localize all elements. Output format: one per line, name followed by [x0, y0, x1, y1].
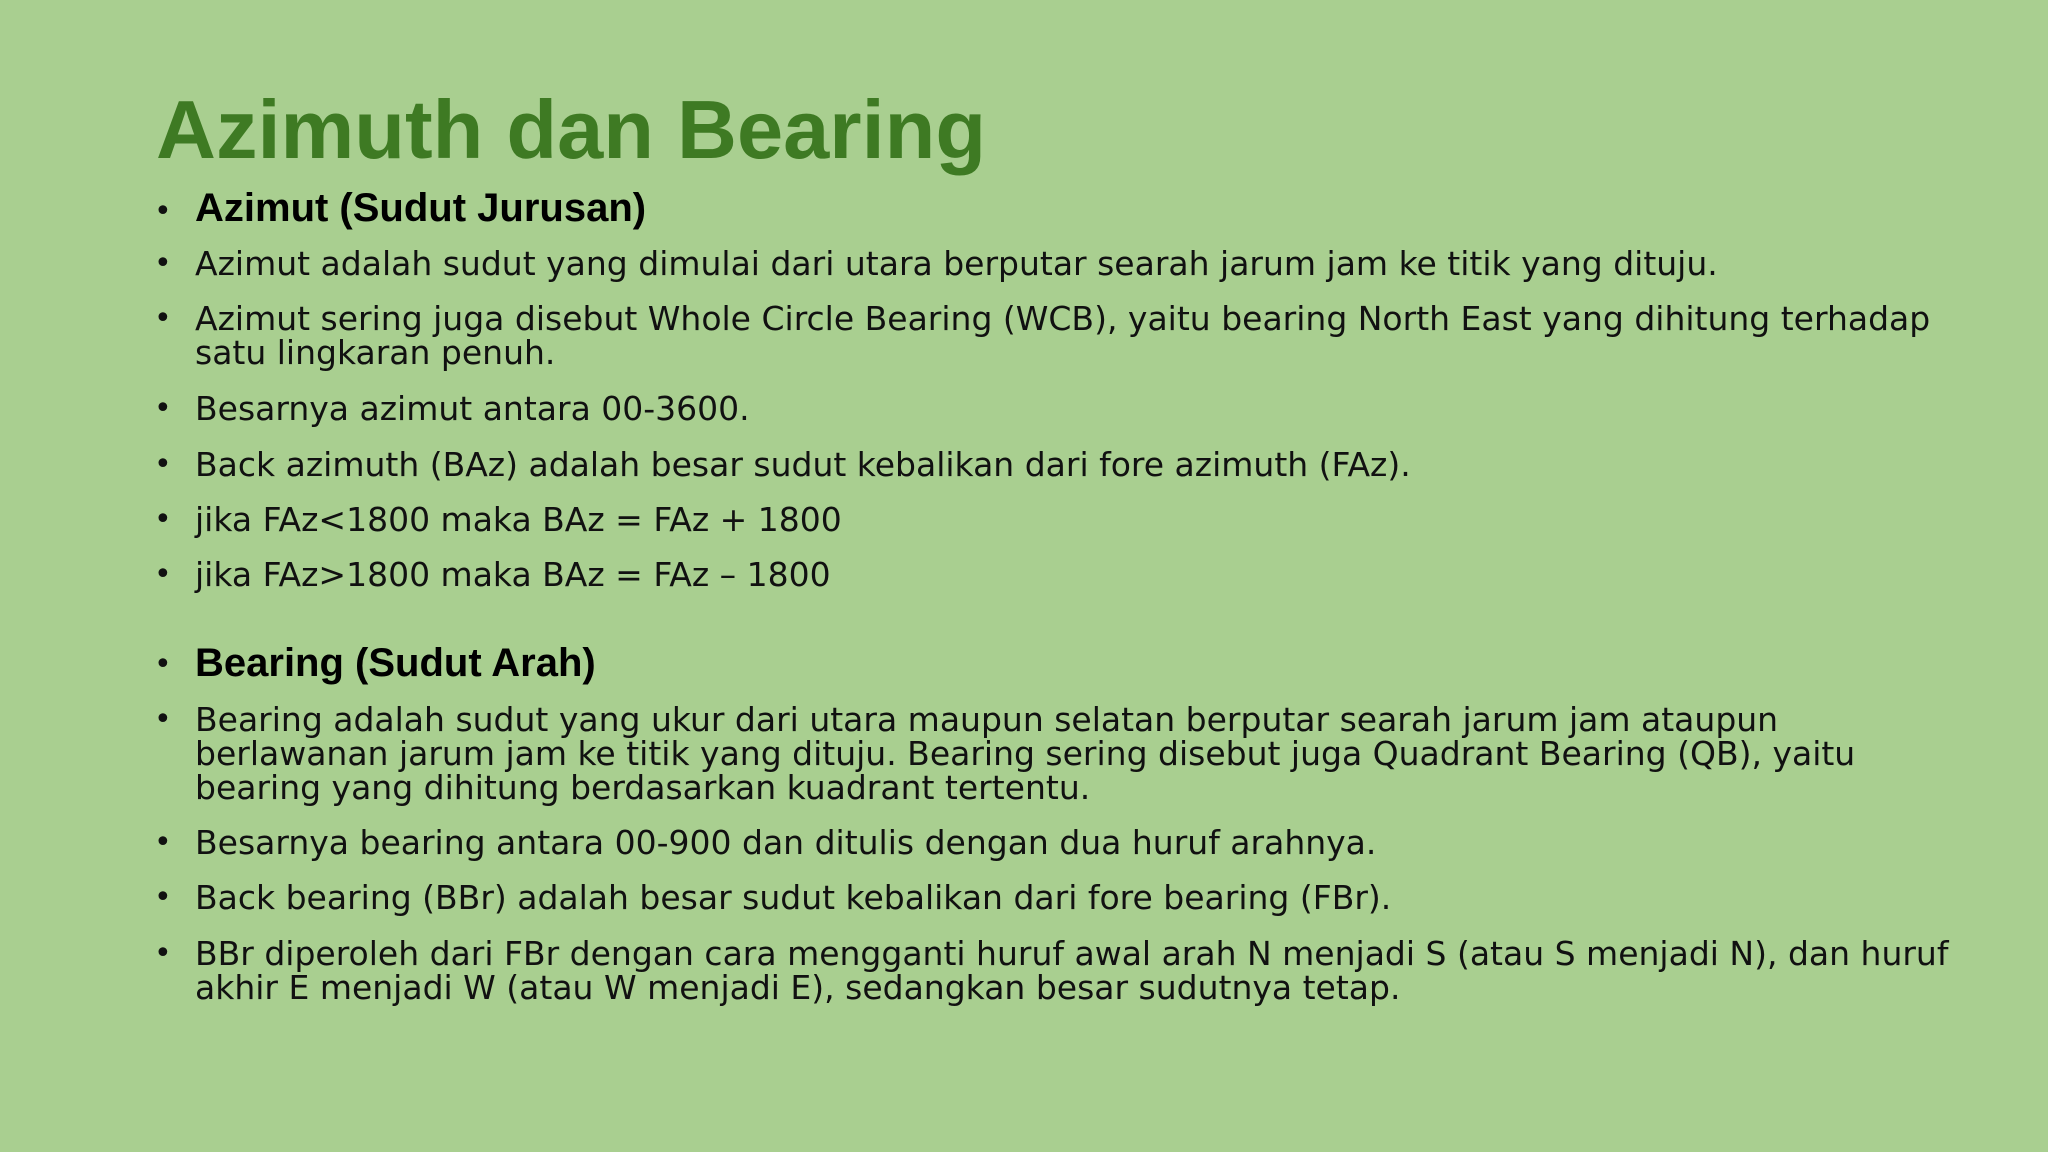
bullet-marker: •	[154, 502, 172, 537]
bullet-marker: •	[154, 246, 172, 281]
bullet-item: jika FAz>1800 maka BAz = FAz – 1800	[195, 555, 831, 594]
bullet-item: jika FAz<1800 maka BAz = FAz + 1800	[195, 500, 842, 539]
bullet-marker: •	[154, 194, 172, 229]
section-heading-bearing: Bearing (Sudut Arah)	[195, 641, 596, 685]
bullet-item: Back bearing (BBr) adalah besar sudut kebalikan dari fore bearing (FBr).	[195, 878, 1392, 917]
section-heading-azimut: Azimut (Sudut Jurusan)	[195, 186, 647, 230]
bullet-marker: •	[154, 557, 172, 592]
bullet-item: Bearing adalah sudut yang ukur dari utara maupun selatan berputar searah jarum jam ataupun berlawanan jarum jam ke titik yang dituju. Bearing sering disebut juga Quadrant Bearing (QB), yaitu bearing yang dihitung berdasarkan kuadrant tertentu.	[195, 700, 1856, 807]
bullet-marker: •	[154, 391, 172, 426]
slide-title: Azimuth dan Bearing	[156, 83, 987, 176]
bullet-marker: •	[154, 936, 172, 971]
bullet-item: Azimut sering juga disebut Whole Circle Bearing (WCB), yaitu bearing North East yang dihitung terhadap satu lingkaran penuh.	[195, 299, 1931, 372]
bullet-item: Besarnya azimut antara 00-3600.	[195, 389, 750, 428]
bullet-marker: •	[154, 647, 172, 682]
bullet-marker: •	[154, 447, 172, 482]
bullet-marker: •	[154, 825, 172, 860]
bullet-item: Besarnya bearing antara 00-900 dan ditulis dengan dua huruf arahnya.	[195, 823, 1377, 862]
bullet-item: Azimut adalah sudut yang dimulai dari utara berputar searah jarum jam ke titik yang dituju.	[195, 244, 1718, 283]
bullet-marker: •	[154, 880, 172, 915]
bullet-marker: •	[154, 301, 172, 336]
bullet-item: Back azimuth (BAz) adalah besar sudut kebalikan dari fore azimuth (FAz).	[195, 445, 1411, 484]
bullet-item: BBr diperoleh dari FBr dengan cara mengganti huruf awal arah N menjadi S (atau S menjadi N), dan huruf akhir E menjadi W (atau W menjadi E), sedangkan besar sudutnya tetap.	[195, 934, 1949, 1007]
bullet-marker: •	[154, 702, 172, 737]
